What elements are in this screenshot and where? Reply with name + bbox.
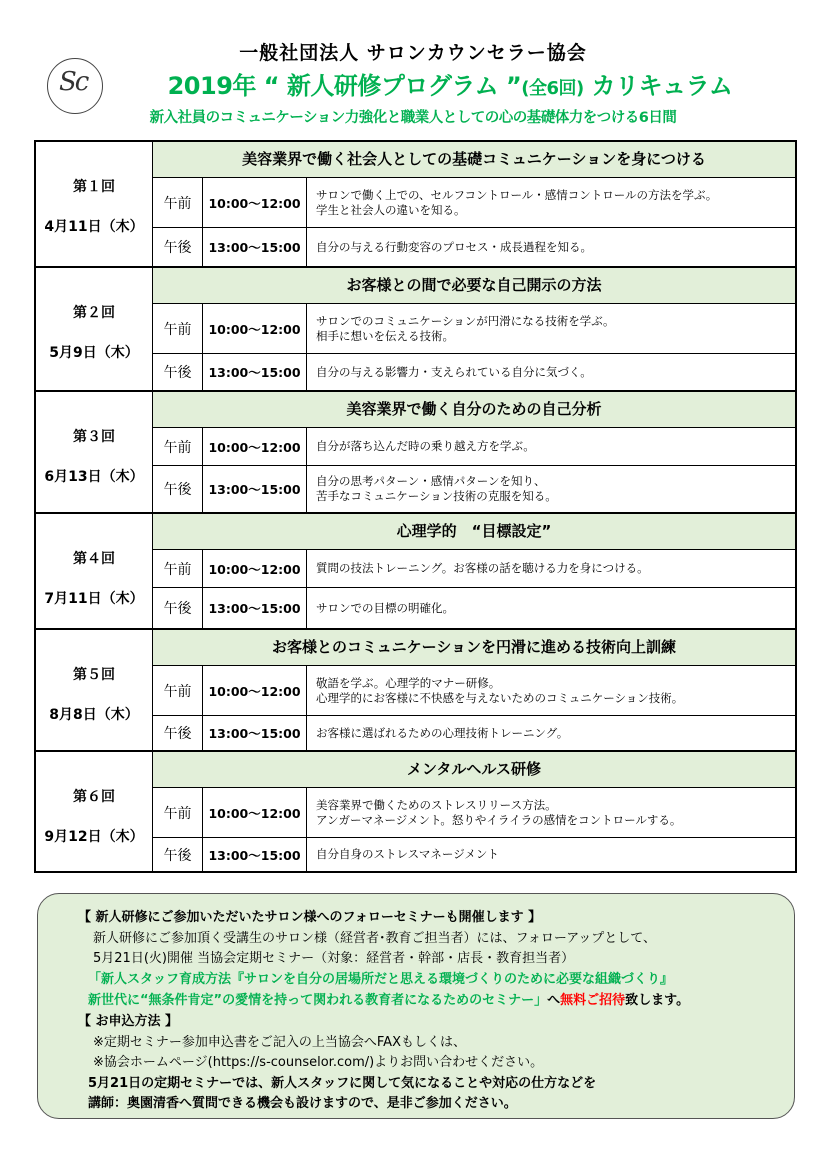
notice-heading: 【 新人研修にご参加いただいたサロン様へのフォローセミナーも開催します 】 [78, 910, 542, 925]
seminar-title-cont: 新世代に“無条件肯定”の愛情を持って関われる教育者になるためのセミナー」 [88, 993, 548, 1008]
session-info [36, 514, 153, 628]
description-line: 質問の技法トレーニング。お客様の話を聴ける力を身につける。 [316, 561, 649, 575]
schedule-table [34, 140, 797, 873]
seminar-title: 「新人スタッフ育成方法『サロンを自分の居場所だと思える環境づくりのために必要な組織づくり』 [88, 972, 674, 987]
session-date: 8月8日（木） [49, 707, 139, 723]
description-line: サロンで働く上での、セルフコントロール・感情コントロールの方法を学ぶ。 [316, 187, 718, 202]
period-label: 午前 [153, 304, 203, 353]
closing-line: 5月21日の定期セミナーでは、新人スタッフに関して気になることや対応の仕方などを [88, 1076, 597, 1091]
description [307, 428, 795, 465]
description-line: サロンでの目標の明確化。 [316, 600, 454, 615]
pm-row [153, 716, 795, 750]
am-row [153, 428, 795, 466]
period-label: 午後 [153, 838, 203, 871]
session-theme: お客様とのコミュニケーションを円滑に進める技術向上訓練 [153, 630, 795, 666]
session-2 [36, 268, 795, 392]
session-info [36, 142, 153, 266]
description [307, 466, 795, 512]
time-range: 10:00～12:00 [203, 666, 307, 715]
session-4 [36, 514, 795, 630]
session-number: 第６回 [73, 789, 115, 805]
pm-row [153, 228, 795, 266]
session-1 [36, 142, 795, 268]
session-detail [153, 268, 795, 390]
session-5 [36, 630, 795, 752]
description [307, 716, 795, 750]
time-range: 13:00～15:00 [203, 716, 307, 750]
page-title [130, 66, 770, 101]
invitation-line [88, 992, 689, 1009]
session-detail [153, 752, 795, 871]
description [307, 228, 795, 266]
description [307, 788, 795, 837]
session-detail [153, 514, 795, 628]
apply-heading: 【 お申込方法 】 [78, 1014, 179, 1029]
description-line: 心理学的にお客様に不快感を与えないためのコミュニケーション技術。 [316, 690, 684, 705]
description-line: お客様に選ばれるための心理技術トレーニング。 [316, 725, 569, 740]
session-detail [153, 142, 795, 266]
free-invitation: 無料ご招待 [560, 993, 626, 1008]
session-date: 6月13日（木） [44, 469, 144, 485]
invitation-to: へ [547, 993, 561, 1008]
session-date: 4月11日（木） [44, 219, 144, 235]
description-line: 自分の与える行動変容のプロセス・成長過程を知る。 [316, 239, 592, 254]
description-line: 自分の思考パターン・感情パターンを知り、 [316, 474, 546, 488]
session-number: 第１回 [73, 179, 115, 195]
session-number: 第５回 [73, 667, 115, 683]
period-label: 午後 [153, 588, 203, 628]
description-line: 敬語を学ぶ。心理学的マナー研修。 [316, 675, 501, 690]
am-row [153, 178, 795, 228]
period-label: 午前 [153, 178, 203, 227]
time-range: 13:00～15:00 [203, 354, 307, 390]
notice-line: 新人研修にご参加頂く受講生のサロン様（経営者･教育ご担当者）には、フォローアップとして、 [93, 931, 657, 946]
time-range: 10:00～12:00 [203, 304, 307, 353]
session-number: 第４回 [73, 551, 115, 567]
session-theme: お客様との間で必要な自己開示の方法 [153, 268, 795, 304]
description [307, 550, 795, 587]
description [307, 666, 795, 715]
pm-row [153, 588, 795, 628]
period-label: 午前 [153, 428, 203, 465]
period-label: 午前 [153, 788, 203, 837]
period-label: 午後 [153, 354, 203, 390]
time-range: 10:00～12:00 [203, 428, 307, 465]
description-line: 自分自身のストレスマネージメント [316, 847, 499, 861]
session-date: 7月11日（木） [44, 591, 144, 607]
session-number: 第２回 [73, 305, 115, 321]
session-theme: メンタルヘルス研修 [153, 752, 795, 788]
session-info [36, 392, 153, 512]
description [307, 304, 795, 353]
description-line: 相手に想いを伝える技術。 [316, 328, 454, 343]
session-6 [36, 752, 795, 871]
title-main: 2019年 “ 新人研修プログラム ” [167, 72, 522, 100]
session-detail [153, 392, 795, 512]
session-3 [36, 392, 795, 514]
description [307, 178, 795, 227]
description-line: アンガーマネージメント。怒りやイライラの感情をコントロールする。 [316, 812, 682, 827]
time-range: 13:00～15:00 [203, 838, 307, 871]
session-date: 5月9日（木） [49, 345, 139, 361]
description-line: 学生と社会人の違いを知る。 [316, 202, 466, 217]
logo-text: Sc [59, 67, 88, 97]
description [307, 588, 795, 628]
session-detail [153, 630, 795, 750]
period-label: 午前 [153, 666, 203, 715]
time-range: 10:00～12:00 [203, 178, 307, 227]
session-info [36, 268, 153, 390]
session-theme: 美容業界で働く自分のための自己分析 [153, 392, 795, 428]
session-date: 9月12日（木） [44, 829, 144, 845]
pm-row [153, 354, 795, 390]
period-label: 午後 [153, 228, 203, 266]
description-line: 苦手なコミュニケーション技術の克服を知る。 [316, 489, 557, 503]
time-range: 13:00～15:00 [203, 466, 307, 512]
period-label: 午後 [153, 466, 203, 512]
session-theme: 心理学的 “目標設定” [153, 514, 795, 550]
session-info [36, 752, 153, 871]
period-label: 午前 [153, 550, 203, 587]
session-info [36, 630, 153, 750]
description [307, 354, 795, 390]
time-range: 13:00～15:00 [203, 588, 307, 628]
page-subtitle: 新入社員のコミュニケーション力強化と職業人としての心の基礎体力をつける6日間 [149, 110, 677, 126]
am-row [153, 304, 795, 354]
invitation-end: 致します。 [625, 993, 690, 1008]
notice-line: 5月21日(火)開催 当協会定期セミナー（対象：経営者・幹部・店長・教育担当者） [93, 951, 575, 966]
description-line: 自分が落ち込んだ時の乗り越え方を学ぶ。 [316, 439, 535, 453]
description-line: 自分の与える影響力・支えられている自分に気づく。 [316, 364, 592, 379]
pm-row [153, 838, 795, 871]
time-range: 10:00～12:00 [203, 788, 307, 837]
apply-line: ※定期セミナー参加申込書をご記入の上当協会へFAXもしくは、 [93, 1035, 466, 1050]
follow-seminar-notice [37, 893, 795, 1119]
description-line: 美容業界で働くためのストレスリリース方法。 [316, 797, 557, 812]
session-number: 第３回 [73, 429, 115, 445]
title-count: (全6回) [521, 78, 584, 99]
am-row [153, 788, 795, 838]
pm-row [153, 466, 795, 512]
description-line: サロンでのコミュニケーションが円滑になる技術を学ぶ。 [316, 313, 615, 328]
session-theme: 美容業界で働く社会人としての基礎コミュニケーションを身につける [153, 142, 795, 178]
description [307, 838, 795, 871]
am-row [153, 666, 795, 716]
period-label: 午後 [153, 716, 203, 750]
apply-line: ※協会ホームページ(https://s-counselor.com/)よりお問い合わせください。 [93, 1055, 544, 1070]
closing-line: 講師：奥園清香へ質問できる機会も設けますので、是非ご参加ください。 [88, 1096, 517, 1111]
title-tail: カリキュラム [591, 72, 733, 100]
organization-name: 一般社団法人 サロンカウンセラー協会 [239, 42, 587, 64]
am-row [153, 550, 795, 588]
time-range: 10:00～12:00 [203, 550, 307, 587]
time-range: 13:00～15:00 [203, 228, 307, 266]
